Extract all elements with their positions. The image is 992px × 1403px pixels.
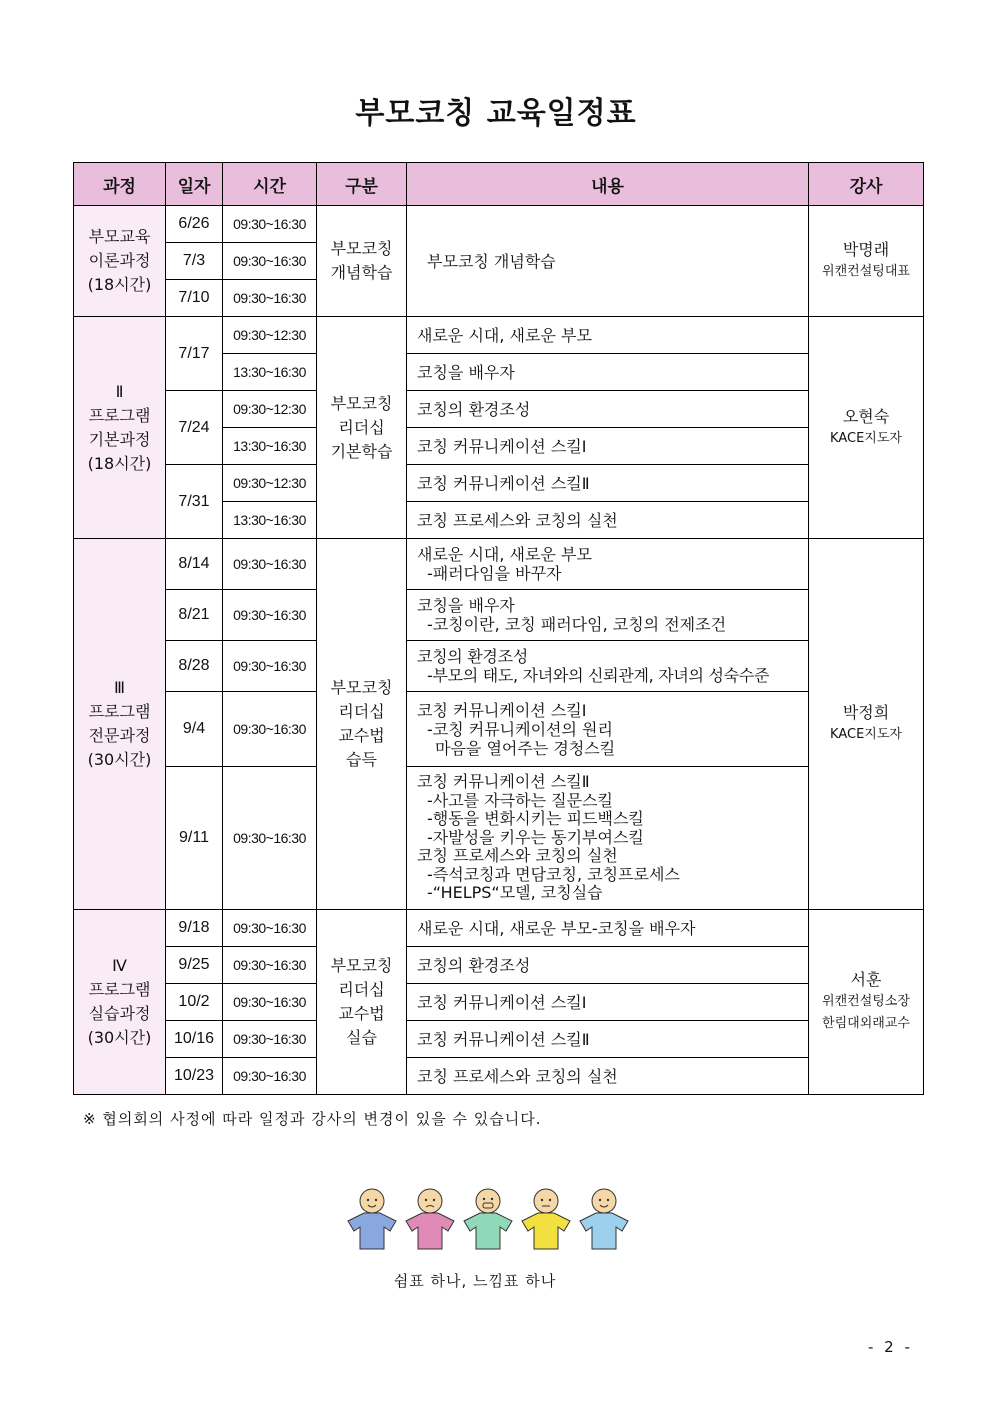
category-label: 기본학습	[330, 441, 393, 461]
category-label: 부모코칭	[330, 393, 393, 413]
category-label: 교수법	[338, 726, 385, 745]
instructor-cell	[809, 910, 924, 1095]
table-row	[74, 206, 924, 243]
child-shirt	[580, 1213, 628, 1249]
table-row	[74, 984, 924, 1021]
child-shirt	[348, 1213, 396, 1249]
course-label: 프로그램	[88, 405, 151, 425]
date-cell: 8/14	[166, 539, 223, 590]
content-title: 코칭을 배우자	[417, 596, 515, 615]
time-cell: 09:30~16:30	[223, 910, 317, 947]
table-row	[74, 391, 924, 428]
instructor-name: 오현숙	[842, 406, 890, 426]
time-cell: 09:30~16:30	[223, 590, 317, 641]
instructor-title: 위캔컨설팅소장	[822, 994, 910, 1009]
course-hours: (18시간)	[87, 275, 152, 294]
table-row	[74, 590, 924, 641]
header-date: 일자	[166, 163, 223, 206]
instructor-cell	[809, 317, 924, 539]
instructor-title: KACE지도자	[830, 727, 902, 742]
content-detail: -패러다임을 바꾸자	[427, 564, 562, 583]
instructor-name: 박명래	[842, 240, 890, 259]
time-cell: 13:30~16:30	[223, 354, 317, 391]
page-number: - 2 -	[868, 1338, 913, 1356]
content-cell	[407, 641, 809, 692]
time-cell: 09:30~16:30	[223, 206, 317, 243]
content-title: 코칭 프로세스와 코칭의 실천	[417, 846, 618, 866]
course-numeral: Ⅱ	[115, 381, 124, 401]
date-cell: 9/11	[166, 767, 223, 910]
time-cell: 09:30~16:30	[223, 1058, 317, 1095]
time-cell: 09:30~12:30	[223, 317, 317, 354]
content-cell: 부모코칭 개념학습	[407, 206, 809, 317]
date-cell: 9/18	[166, 910, 223, 947]
content-cell	[407, 539, 809, 590]
header-course: 과정	[74, 163, 166, 206]
content-detail: -자발성을 키우는 동기부여스킬	[427, 827, 644, 847]
time-cell: 09:30~16:30	[223, 767, 317, 910]
course-label: 이론과정	[88, 251, 151, 270]
course-numeral: Ⅲ	[113, 678, 126, 697]
illustration-caption: 쉼표 하나, 느낌표 하나	[393, 1272, 557, 1290]
content-title: 코칭의 환경조성	[417, 647, 528, 666]
course-label: 기본과정	[88, 429, 151, 449]
category-label: 리더십	[338, 980, 385, 999]
category-cell	[317, 317, 407, 539]
content-cell	[407, 692, 809, 767]
date-cell: 6/26	[166, 206, 223, 243]
content-cell: 새로운 시대, 새로운 부모	[407, 317, 809, 354]
header-category: 구분	[317, 163, 407, 206]
time-cell: 09:30~12:30	[223, 391, 317, 428]
page-title: 부모코칭 교육일정표	[355, 96, 637, 131]
content-cell	[407, 767, 809, 910]
child-figure	[464, 1189, 512, 1249]
time-cell: 09:30~16:30	[223, 692, 317, 767]
content-cell: 코칭 커뮤니케이션 스킬Ⅱ	[407, 1021, 809, 1058]
instructor-name: 박정희	[842, 703, 890, 722]
course-cell	[74, 206, 166, 317]
content-cell: 코칭의 환경조성	[407, 391, 809, 428]
table-row	[74, 692, 924, 767]
date-cell: 8/21	[166, 590, 223, 641]
course-label: 프로그램	[88, 980, 151, 999]
child-shirt	[406, 1213, 454, 1249]
content-detail: -코칭이란, 코칭 패러다임, 코칭의 전제조건	[427, 615, 727, 634]
table-row	[74, 767, 924, 910]
date-cell: 7/10	[166, 280, 223, 317]
content-detail: -“HELPS“모델, 코칭실습	[427, 883, 603, 903]
date-cell: 7/3	[166, 243, 223, 280]
content-cell: 코칭 프로세스와 코칭의 실천	[407, 502, 809, 539]
course-cell	[74, 539, 166, 910]
time-cell: 09:30~16:30	[223, 641, 317, 692]
time-cell: 13:30~16:30	[223, 502, 317, 539]
child-figure	[580, 1189, 628, 1249]
content-cell: 코칭 커뮤니케이션 스킬Ⅰ	[407, 984, 809, 1021]
table-row	[74, 1021, 924, 1058]
date-cell: 7/31	[166, 465, 223, 539]
category-label: 실습	[346, 1028, 377, 1047]
table-row	[74, 465, 924, 502]
table-row	[74, 947, 924, 984]
course-cell	[74, 317, 166, 539]
instructor-cell	[809, 206, 924, 317]
time-cell: 09:30~16:30	[223, 280, 317, 317]
child-shirt	[464, 1213, 512, 1249]
category-label: 습득	[346, 750, 377, 769]
content-detail: -부모의 태도, 자녀와의 신뢰관계, 자녀의 성숙수준	[427, 666, 770, 685]
date-cell: 10/16	[166, 1021, 223, 1058]
course-label: 실습과정	[88, 1004, 151, 1023]
course-label: 부모교육	[88, 227, 151, 246]
table-row	[74, 1058, 924, 1095]
header-row	[74, 163, 924, 206]
child-figure	[348, 1189, 396, 1249]
date-cell: 10/23	[166, 1058, 223, 1095]
time-cell: 09:30~12:30	[223, 465, 317, 502]
category-label: 리더십	[338, 417, 385, 437]
content-cell: 코칭 커뮤니케이션 스킬Ⅰ	[407, 428, 809, 465]
course-label: 전문과정	[88, 726, 151, 745]
schedule-table	[73, 162, 924, 1095]
date-cell: 8/28	[166, 641, 223, 692]
instructor-title: KACE지도자	[830, 430, 902, 446]
content-cell: 코칭 프로세스와 코칭의 실천	[407, 1058, 809, 1095]
content-title: 코칭 커뮤니케이션 스킬Ⅰ	[417, 700, 587, 720]
date-cell: 7/24	[166, 391, 223, 465]
category-label: 리더십	[338, 702, 385, 721]
table-row	[74, 539, 924, 590]
content-cell: 새로운 시대, 새로운 부모-코칭을 배우자	[407, 910, 809, 947]
course-hours: (18시간)	[87, 453, 152, 473]
category-cell	[317, 910, 407, 1095]
course-hours: (30시간)	[87, 750, 152, 769]
schedule-note: ※ 협의회의 사정에 따라 일정과 강사의 변경이 있을 수 있습니다.	[83, 1110, 542, 1128]
time-cell: 13:30~16:30	[223, 428, 317, 465]
header-time: 시간	[223, 163, 317, 206]
course-numeral: Ⅳ	[112, 956, 127, 975]
table-row	[74, 317, 924, 354]
category-label: 부모코칭	[330, 239, 393, 258]
course-hours: (30시간)	[87, 1028, 152, 1047]
table-row	[74, 910, 924, 947]
category-label: 개념학습	[330, 263, 393, 282]
content-cell: 코칭의 환경조성	[407, 947, 809, 984]
content-detail: -사고를 자극하는 질문스킬	[427, 790, 613, 810]
date-cell: 7/17	[166, 317, 223, 391]
header-content: 내용	[407, 163, 809, 206]
time-cell: 09:30~16:30	[223, 243, 317, 280]
category-label: 교수법	[338, 1004, 385, 1023]
instructor-title: 한림대외래교수	[822, 1016, 910, 1031]
content-cell: 코칭 커뮤니케이션 스킬Ⅱ	[407, 465, 809, 502]
instructor-name: 서훈	[850, 970, 882, 989]
content-title: 새로운 시대, 새로운 부모	[417, 545, 592, 564]
category-label: 부모코칭	[330, 678, 393, 697]
table-row	[74, 641, 924, 692]
category-cell	[317, 206, 407, 317]
content-title: 코칭 커뮤니케이션 스킬Ⅱ	[417, 772, 590, 792]
content-detail: -즉석코칭과 면담코칭, 코칭프로세스	[427, 864, 680, 884]
child-shirt	[522, 1213, 570, 1249]
category-cell	[317, 539, 407, 910]
course-label: 프로그램	[88, 702, 151, 721]
time-cell: 09:30~16:30	[223, 539, 317, 590]
child-figure	[406, 1189, 454, 1249]
content-detail: -행동을 변화시키는 피드백스킬	[427, 809, 644, 829]
instructor-title: 위캔컨설팅대표	[822, 264, 910, 279]
content-detail: 마음을 열어주는 경청스킬	[435, 738, 616, 758]
date-cell: 10/2	[166, 984, 223, 1021]
course-cell	[74, 910, 166, 1095]
child-figure	[522, 1189, 570, 1249]
time-cell: 09:30~16:30	[223, 984, 317, 1021]
time-cell: 09:30~16:30	[223, 947, 317, 984]
content-detail: -코칭 커뮤니케이션의 원리	[427, 719, 613, 739]
date-cell: 9/25	[166, 947, 223, 984]
content-cell: 코칭을 배우자	[407, 354, 809, 391]
time-cell: 09:30~16:30	[223, 1021, 317, 1058]
category-label: 부모코칭	[330, 956, 393, 975]
children-holding-hands-illustration	[340, 1185, 660, 1257]
header-instructor: 강사	[809, 163, 924, 206]
instructor-cell	[809, 539, 924, 910]
date-cell: 9/4	[166, 692, 223, 767]
content-cell	[407, 590, 809, 641]
